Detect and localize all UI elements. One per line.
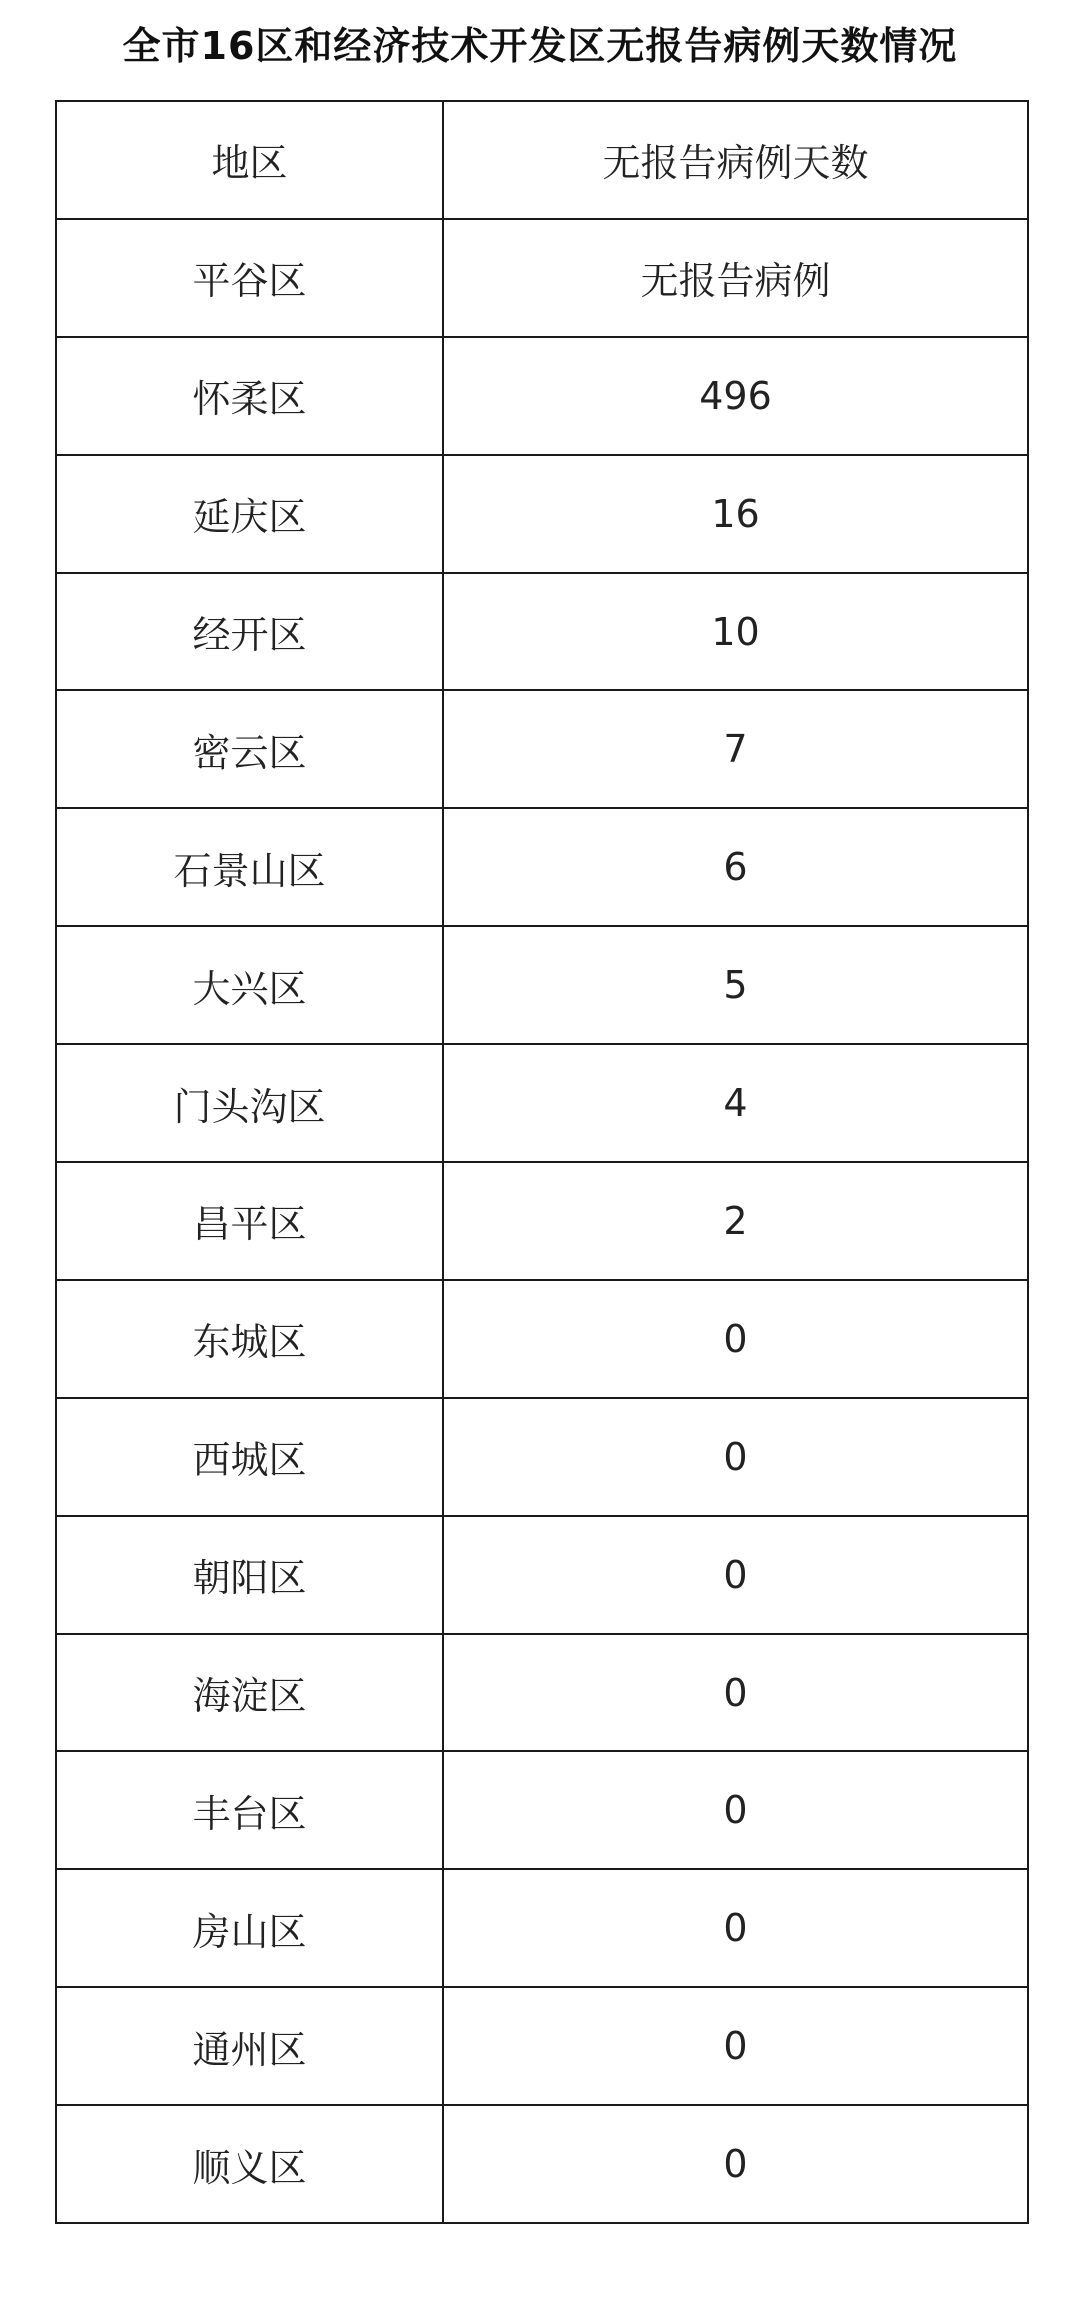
days-cell: 10 — [443, 573, 1028, 691]
table-row — [56, 219, 1028, 337]
days-cell: 6 — [443, 808, 1028, 926]
region-cell: 海淀区 — [56, 1634, 443, 1752]
days-cell: 16 — [443, 455, 1028, 573]
region-cell: 东城区 — [56, 1280, 443, 1398]
column-header-region: 地区 — [56, 101, 443, 219]
days-cell: 7 — [443, 690, 1028, 808]
table-row — [56, 337, 1028, 455]
column-header-days: 无报告病例天数 — [443, 101, 1028, 219]
table-row — [56, 2105, 1028, 2223]
region-cell: 丰台区 — [56, 1751, 443, 1869]
region-cell: 西城区 — [56, 1398, 443, 1516]
table-row — [56, 1044, 1028, 1162]
region-cell: 昌平区 — [56, 1162, 443, 1280]
table-row — [56, 1987, 1028, 2105]
region-cell: 门头沟区 — [56, 1044, 443, 1162]
table-row — [56, 1634, 1028, 1752]
report-table — [55, 100, 1029, 2224]
days-cell: 0 — [443, 1280, 1028, 1398]
region-cell: 延庆区 — [56, 455, 443, 573]
region-cell: 朝阳区 — [56, 1516, 443, 1634]
table-header-row — [56, 101, 1028, 219]
days-cell: 0 — [443, 1869, 1028, 1987]
days-cell: 4 — [443, 1044, 1028, 1162]
table-body — [56, 219, 1028, 2223]
days-cell: 0 — [443, 1987, 1028, 2105]
table-row — [56, 1280, 1028, 1398]
days-cell: 0 — [443, 1751, 1028, 1869]
days-cell: 无报告病例 — [443, 219, 1028, 337]
region-cell: 大兴区 — [56, 926, 443, 1044]
region-cell: 平谷区 — [56, 219, 443, 337]
table-row — [56, 455, 1028, 573]
region-cell: 石景山区 — [56, 808, 443, 926]
table-row — [56, 926, 1028, 1044]
region-cell: 房山区 — [56, 1869, 443, 1987]
region-cell: 怀柔区 — [56, 337, 443, 455]
table-row — [56, 690, 1028, 808]
region-cell: 顺义区 — [56, 2105, 443, 2223]
table-row — [56, 1869, 1028, 1987]
days-cell: 2 — [443, 1162, 1028, 1280]
table-row — [56, 808, 1028, 926]
days-cell: 0 — [443, 2105, 1028, 2223]
region-cell: 通州区 — [56, 1987, 443, 2105]
table-row — [56, 1751, 1028, 1869]
page-title: 全市16区和经济技术开发区无报告病例天数情况 — [122, 23, 958, 68]
table-row — [56, 1162, 1028, 1280]
days-cell: 0 — [443, 1516, 1028, 1634]
table-row — [56, 573, 1028, 691]
region-cell: 经开区 — [56, 573, 443, 691]
days-cell: 496 — [443, 337, 1028, 455]
days-cell: 0 — [443, 1634, 1028, 1752]
days-cell: 5 — [443, 926, 1028, 1044]
days-cell: 0 — [443, 1398, 1028, 1516]
table-row — [56, 1398, 1028, 1516]
table-row — [56, 1516, 1028, 1634]
region-cell: 密云区 — [56, 690, 443, 808]
